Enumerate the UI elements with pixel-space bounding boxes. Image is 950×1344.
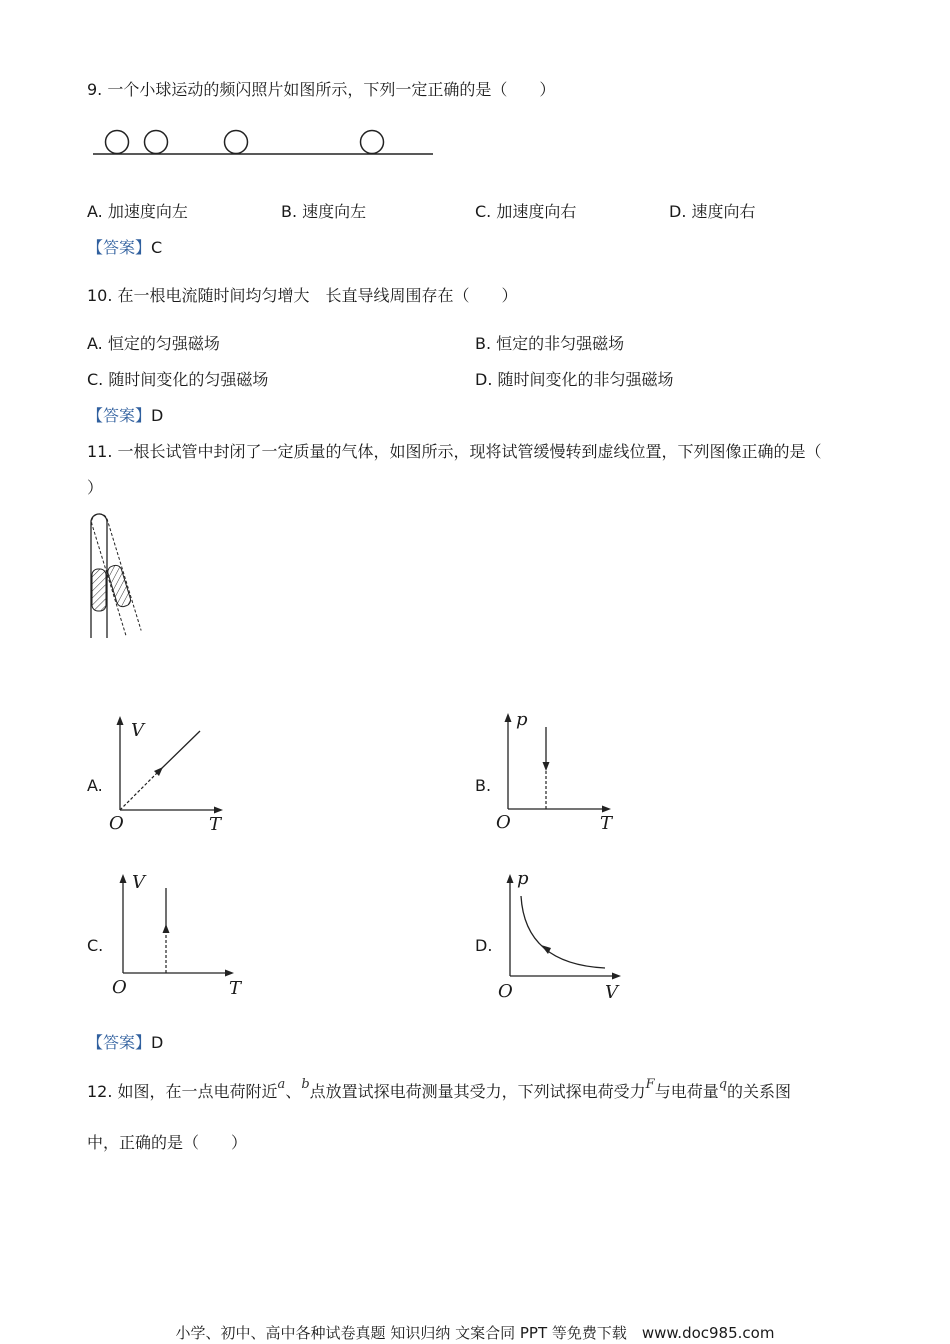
symbol-b: b bbox=[301, 1077, 310, 1092]
axis-y-label: V bbox=[132, 872, 145, 893]
symbol-F: F bbox=[645, 1077, 655, 1092]
q10-answer bbox=[87, 405, 163, 427]
q10-option-b: B. 恒定的非匀强磁场 bbox=[475, 334, 625, 353]
ball-4 bbox=[361, 131, 384, 154]
q11-stem-line2: ） bbox=[87, 478, 104, 497]
answer-tag: 【答案】 bbox=[87, 238, 152, 257]
answer-value: C bbox=[151, 238, 163, 257]
stem-text: 与电荷量 bbox=[654, 1082, 719, 1101]
answer-value: D bbox=[151, 1033, 164, 1052]
q9-option-c: C. 加速度向右 bbox=[475, 202, 577, 221]
q12-stem-line2: 中，正确的是（ ） bbox=[87, 1133, 248, 1152]
separator: 、 bbox=[285, 1082, 302, 1101]
q9-stem: 9. 一个小球运动的频闪照片如图所示，下列一定正确的是（ ） bbox=[87, 80, 556, 99]
ball-3 bbox=[225, 131, 248, 154]
q9-option-d: D. 速度向右 bbox=[669, 202, 756, 221]
axis-x-label: T bbox=[209, 814, 222, 835]
q11-graph-c bbox=[108, 868, 243, 998]
origin-label: O bbox=[109, 813, 124, 834]
axis-y-label: V bbox=[131, 720, 144, 741]
stem-text: 12. 如图，在一点电荷附近 bbox=[87, 1082, 278, 1101]
q11-option-c-label: C. bbox=[87, 936, 104, 955]
symbol-q: q bbox=[718, 1077, 728, 1092]
origin-label: O bbox=[498, 981, 513, 1002]
q11-stem-line1: 11. 一根长试管中封闭了一定质量的气体，如图所示，现将试管缓慢转到虚线位置，下列图像正确的是（ bbox=[87, 442, 822, 461]
axis-y-label: p bbox=[517, 868, 529, 889]
q11-test-tube-figure bbox=[86, 512, 156, 642]
ball-2 bbox=[145, 131, 168, 154]
answer-tag: 【答案】 bbox=[87, 1033, 152, 1052]
q12-stem-line1 bbox=[87, 1077, 792, 1105]
page-footer: 小学、初中、高中各种试卷真题 知识归纳 文案合同 PPT 等免费下载 www.doc985.com bbox=[175, 1324, 775, 1342]
axis-x-label: V bbox=[605, 982, 618, 1003]
origin-label: O bbox=[496, 812, 511, 833]
q10-stem: 10. 在一根电流随时间均匀增大 长直导线周围存在（ ） bbox=[87, 286, 518, 305]
answer-value: D bbox=[151, 406, 164, 425]
q11-option-d-label: D. bbox=[475, 936, 493, 955]
q11-option-b-label: B. bbox=[475, 776, 492, 795]
q11-graph-d bbox=[495, 868, 630, 1003]
axis-x-label: T bbox=[229, 978, 242, 999]
q11-answer bbox=[87, 1032, 163, 1054]
q11-graph-a bbox=[105, 712, 230, 837]
axis-x-label: T bbox=[600, 813, 613, 834]
origin-label: O bbox=[112, 977, 127, 998]
symbol-a: a bbox=[277, 1077, 286, 1092]
q9-option-b: B. 速度向左 bbox=[281, 202, 367, 221]
axis-y-label: p bbox=[516, 709, 528, 730]
stem-text: 的关系图 bbox=[727, 1082, 792, 1101]
q9-option-a: A. 加速度向左 bbox=[87, 202, 188, 221]
q10-option-a: A. 恒定的匀强磁场 bbox=[87, 334, 220, 353]
q10-option-d: D. 随时间变化的非匀强磁场 bbox=[475, 370, 674, 389]
q10-option-c: C. 随时间变化的匀强磁场 bbox=[87, 370, 269, 389]
answer-tag: 【答案】 bbox=[87, 406, 152, 425]
q11-graph-b bbox=[493, 707, 618, 837]
q11-option-a-label: A. bbox=[87, 776, 103, 795]
stem-text: 点放置试探电荷测量其受力，下列试探电荷受力 bbox=[309, 1082, 646, 1101]
q9-strobe-figure bbox=[90, 126, 435, 158]
q9-answer bbox=[87, 237, 162, 259]
ball-1 bbox=[106, 131, 129, 154]
